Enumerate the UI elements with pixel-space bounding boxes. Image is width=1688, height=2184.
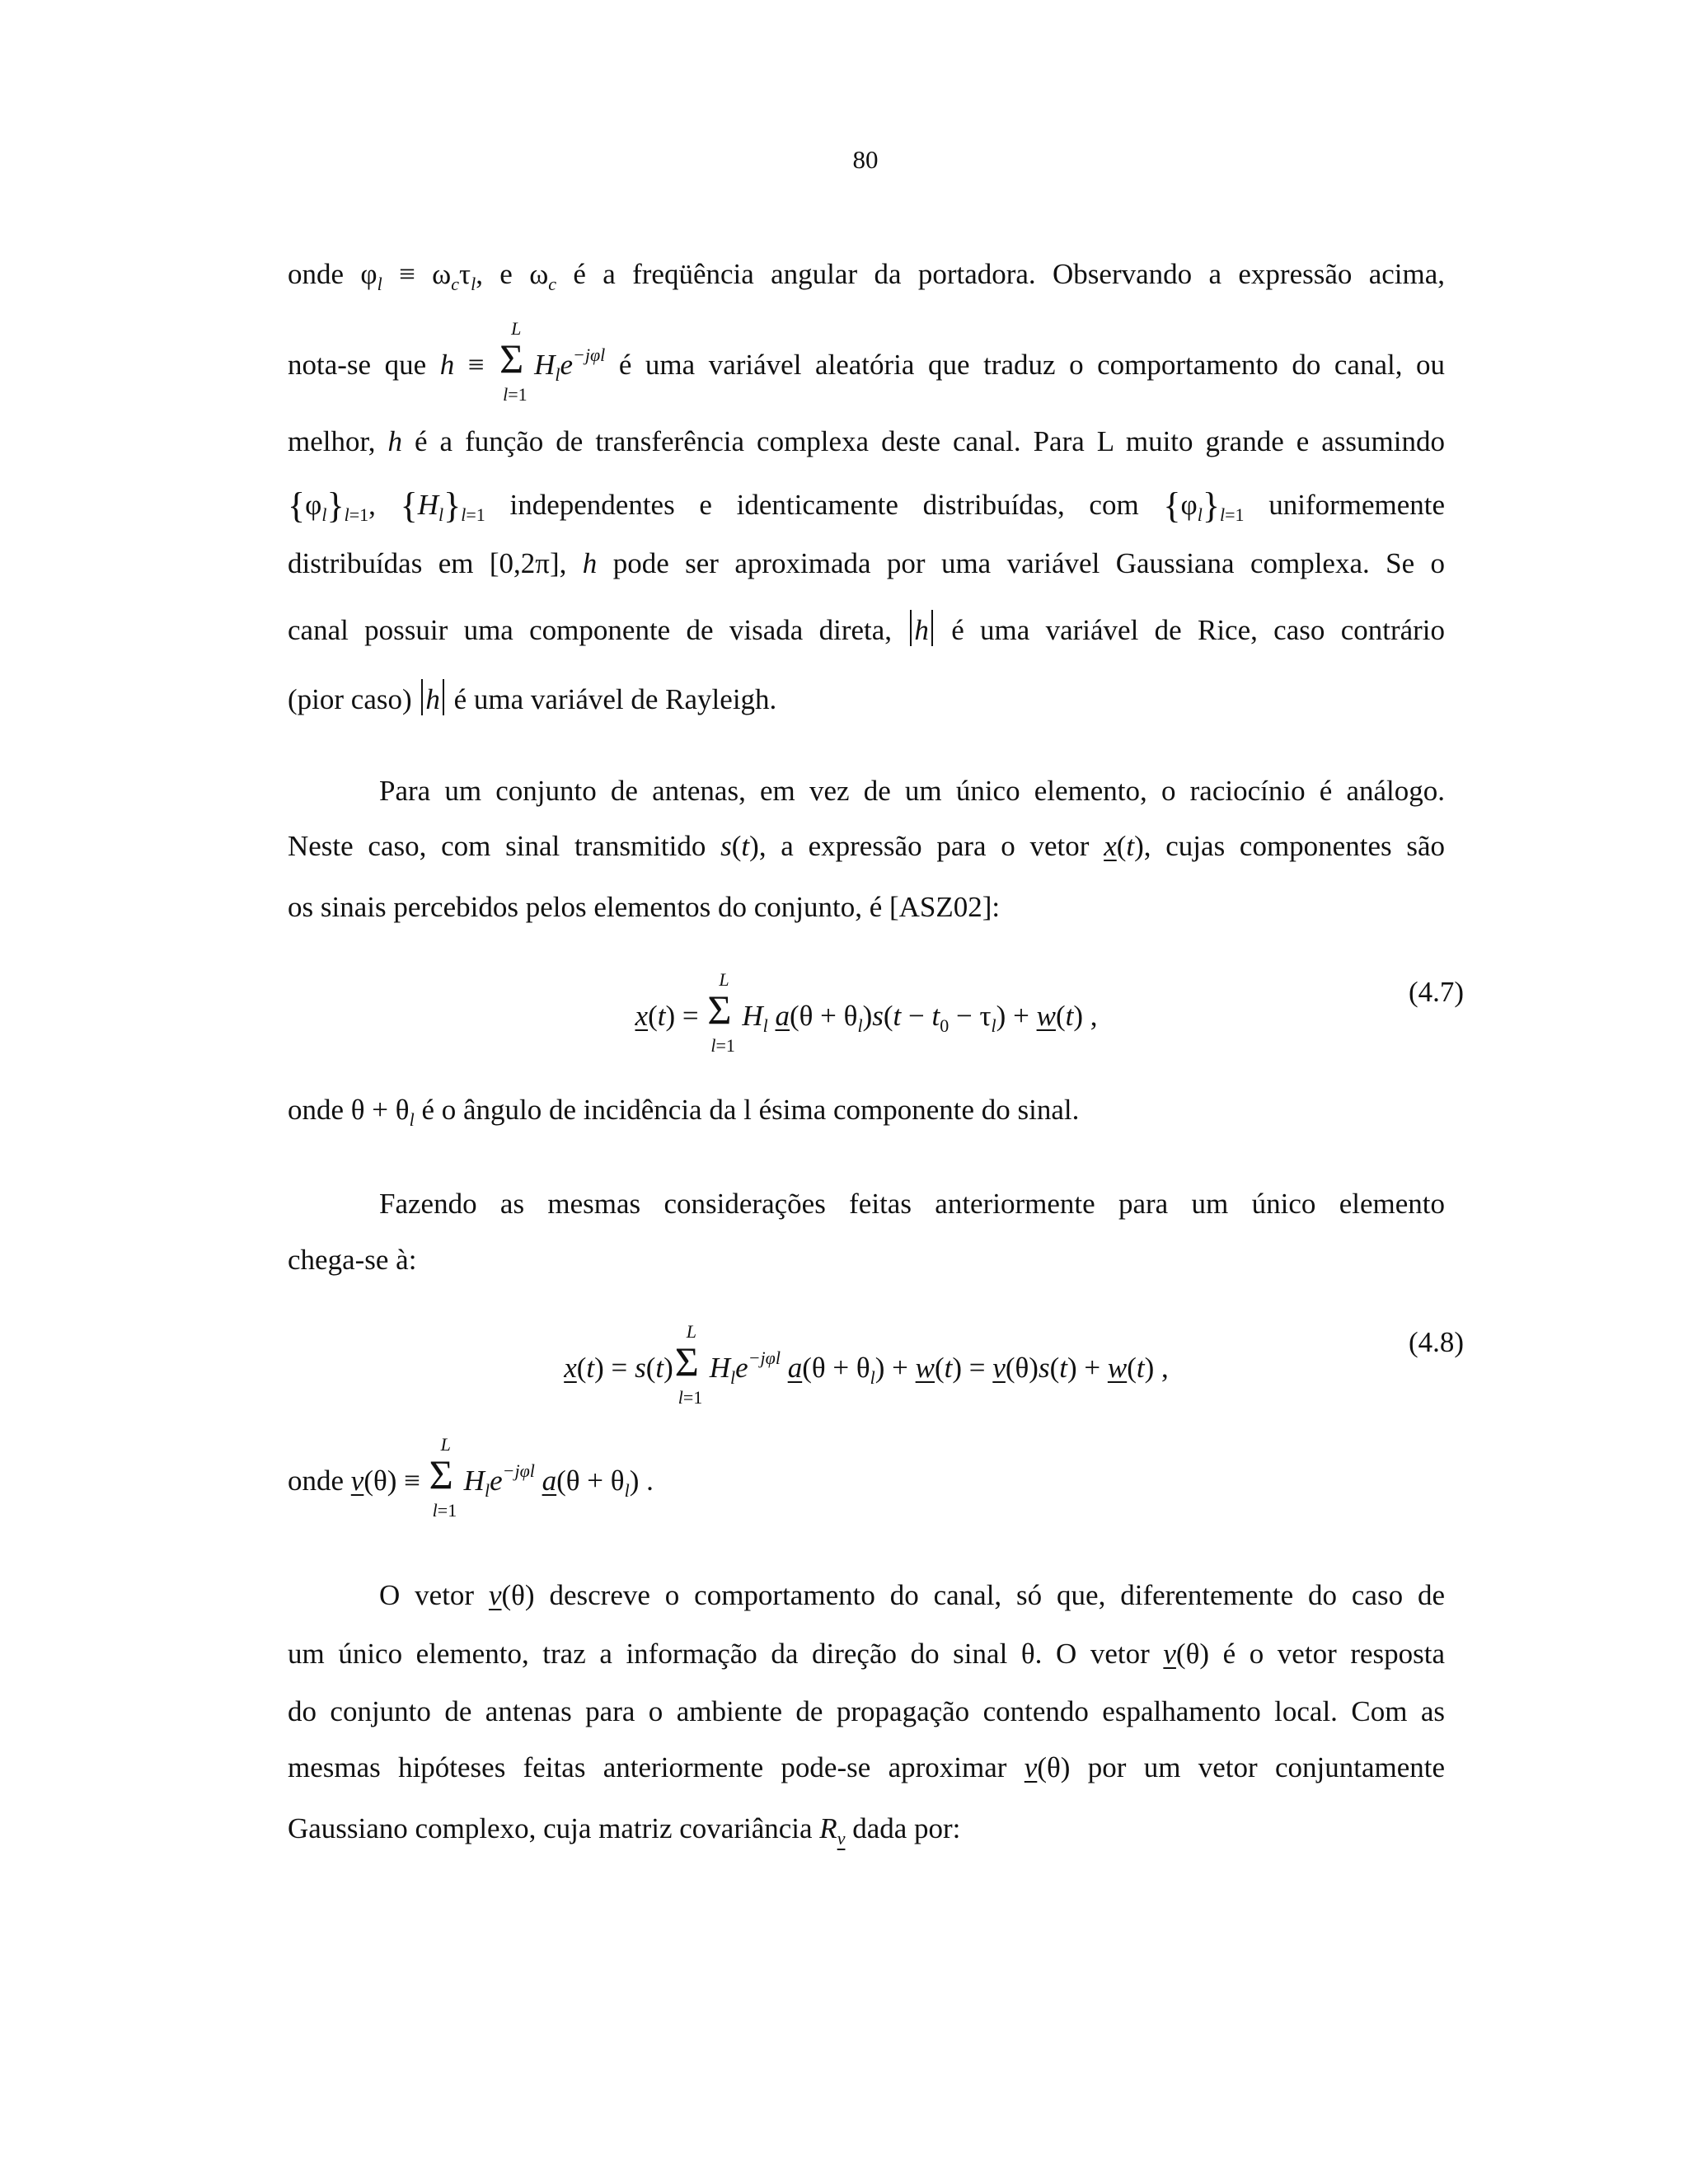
paragraph-6-line-4: mesmas hipóteses feitas anteriormente pode-se aproximar v(θ) por um vetor conjuntamente [288,1751,1446,1783]
math-R-v: $R_v$ [819,1812,846,1849]
equation-4-8: x(t) = s(t) Σ L l=1 $H_le^{-j\varphi l}$ $a(\theta + \theta_l) + w(t) = v(\theta)s(t) + w(t)$ , [564,1321,1169,1408]
math-x-t: x(t) [1104,830,1144,862]
math-H-set: $\{H_l\}_{l=1}$ [400,485,485,526]
math-v-definition: v(θ) ≡ Σ L l=1 $H_le^{-j\varphi l}$ $a(\theta + \theta_l)$ . [350,1434,654,1521]
paragraph-1-line-7: (pior caso) h é uma variável de Rayleigh. [288,679,1445,717]
paragraph-2-line-3: os sinais percebidos pelos elementos do conjunto, é [ASZ02]: [288,891,1001,923]
page-number: 80 [852,145,879,174]
math-h-definition: h ≡ Σ L l=1 $H_le^{-j\varphi l}$ [439,318,606,405]
math-v-theta-3: v(θ) [1024,1751,1071,1783]
paragraph-6-line-5: Gaussiano complexo, cuja matriz covariância $R_v$ dada por: [288,1812,961,1849]
math-phi-set: $\{\varphi_l\}_{l=1}$ [288,485,369,526]
paragraph-2-line-2: Neste caso, com sinal transmitido s(t), a expressão para o vetor x(t), cujas componentes são [288,830,1445,862]
paragraph-1-line-2: nota-se que h ≡ Σ L l=1 $H_le^{-j\varphi l}$ é uma variável aleatória que traduz o comportamento do canal, ou [288,318,1446,405]
equation-4-8-number: (4.8) [1409,1326,1465,1358]
paragraph-2-line-1: Para um conjunto de antenas, em vez de um único elemento, o raciocínio é análogo. [379,775,1445,807]
math-s-t: s(t) [720,830,759,862]
math-h-2: h [582,547,598,579]
math-h: h [387,425,402,457]
equation-4-7-number: (4.7) [1409,976,1465,1008]
paragraph-6-line-1: O vetor v(θ) descreve o comportamento do canal, só que, diferentemente do caso de [379,1579,1445,1611]
paragraph-6-line-2: um único elemento, traz a informação da direção do sinal θ. O vetor v(θ) é o vetor resposta [288,1638,1446,1670]
math-abs-h-2: h [419,683,447,715]
paragraph-4-line-2: chega-se à: [288,1244,417,1276]
paragraph-1-line-4: $\{\varphi_l\}_{l=1}$, $\{H_l\}_{l=1}$ independentes e identicamente distribuídas, com $\{\varphi_l\}_{l=1}$ uniformemente [288,485,1446,526]
math-phi-set-2: $\{\varphi_l\}_{l=1}$ [1163,485,1245,526]
math-theta: θ [1020,1638,1035,1670]
paragraph-6-line-3: do conjunto de antenas para o ambiente de propagação contendo espalhamento local. Com as [288,1695,1445,1727]
math-theta-sum: $\theta + \theta_l$ [350,1094,415,1130]
paragraph-1-line-6: canal possuir uma componente de visada direta, h é uma variável de Rice, caso contrário [288,610,1445,648]
paragraph-4-line-1: Fazendo as mesmas considerações feitas anteriormente para um único elemento [379,1188,1445,1220]
paragraph-1-line-1: onde $\varphi_l \equiv \omega_c\tau_l$, e $\omega_c$ é a freqüência angular da portadora. Observando a expressão acima, [288,258,1446,294]
equation-4-7: x(t) = Σ L l=1 $H_l$ $a(\theta + \theta_l)s(t - t_0 - \tau_l) + w(t)$ , [635,969,1098,1056]
paragraph-1-line-3: melhor, h é a função de transferência complexa deste canal. Para L muito grande e assumindo [288,425,1445,457]
math-v-theta-2: v(θ) [1163,1638,1209,1670]
math-phi-def: $\varphi_l \equiv \omega_c\tau_l$ [360,258,476,294]
math-abs-h: h [907,614,935,646]
paragraph-1-line-5: distribuídas em [0,2π], h pode ser aproximada por uma variável Gaussiana complexa. Se o [288,547,1446,579]
paragraph-5: onde v(θ) ≡ Σ L l=1 $H_le^{-j\varphi l}$ $a(\theta + \theta_l)$ . [288,1434,654,1521]
paragraph-3: onde $\theta + \theta_l$ é o ângulo de incidência da l ésima componente do sinal. [288,1094,1080,1130]
math-omega-c: $\omega_c$ [529,258,556,294]
math-v-theta: v(θ) [488,1579,535,1611]
math-interval: [0,2π], [489,547,567,579]
